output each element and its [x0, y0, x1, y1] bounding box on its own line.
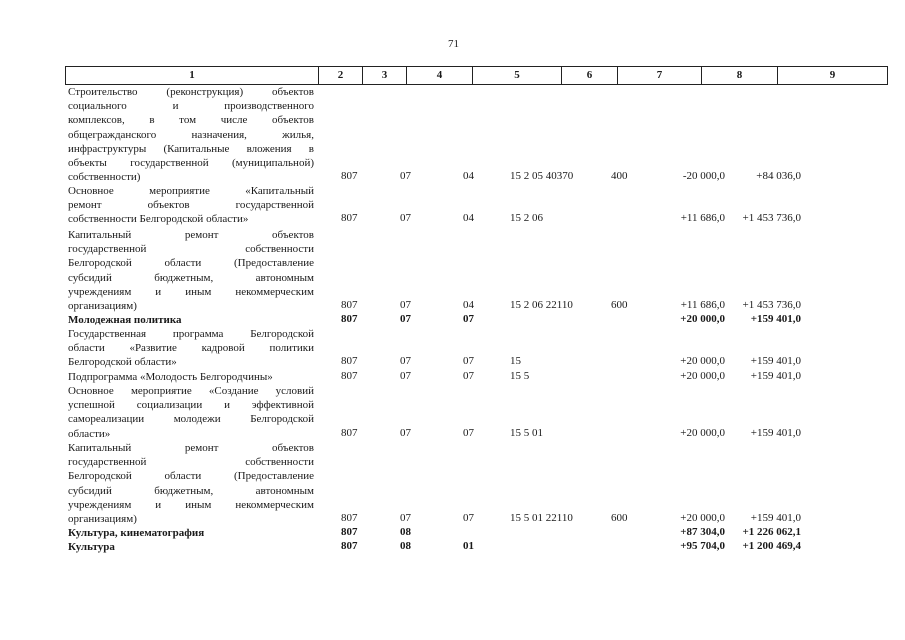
target-article-code: 15 5 01 22110 [510, 512, 573, 524]
amount-year-2: +84 036,0 [756, 170, 801, 183]
amount-year-1: +20 000,0 [680, 512, 725, 524]
description-line: собственности) [68, 171, 141, 184]
subsection-code: 04 [463, 212, 474, 225]
amount-year-1: +11 686,0 [680, 212, 725, 225]
description-line: успешной социализации и эффективной [68, 399, 314, 412]
chapter-code: 807 [341, 512, 358, 524]
description-line: объекты государственной (муниципальной) [68, 157, 314, 170]
header-col-4: 4 [406, 66, 472, 85]
section-code: 08 [400, 540, 411, 552]
description-line: Молодежная политика [68, 314, 182, 326]
section-code: 07 [400, 170, 411, 183]
amount-year-2: +159 401,0 [750, 370, 801, 382]
row-description [68, 313, 314, 327]
expense-type-code: 600 [611, 512, 628, 524]
description-line: организациям) [68, 300, 137, 313]
amount-year-1: -20 000,0 [682, 170, 725, 183]
amount-year-2: +159 401,0 [750, 355, 801, 368]
amount-year-1: +20 000,0 [680, 426, 725, 439]
description-line: государственной собственности [68, 456, 314, 469]
amount-year-1: +20 000,0 [680, 355, 725, 368]
amount-year-2: +159 401,0 [750, 426, 801, 439]
target-article-code: 15 [510, 355, 521, 368]
row-description [68, 370, 314, 384]
description-line: инфраструктуры (Капитальные вложения в [68, 142, 314, 155]
target-article-code: 15 2 06 [510, 212, 543, 225]
description-line: Государственная программа Белгородской [68, 328, 314, 340]
section-code: 07 [400, 212, 411, 225]
target-article-code: 15 2 06 22110 [510, 299, 573, 311]
amount-year-1: +20 000,0 [680, 370, 725, 382]
row-description [68, 327, 314, 370]
subsection-code: 07 [463, 426, 474, 439]
description-line: общегражданского назначения, жилья, [68, 128, 314, 141]
description-line: Строительство (реконструкция) объектов [68, 86, 314, 98]
amount-year-2: +159 401,0 [750, 512, 801, 524]
target-article-code: 15 2 05 40370 [510, 170, 574, 183]
chapter-code: 807 [341, 170, 358, 183]
description-line: Подпрограмма «Молодость Белгородчины» [68, 371, 273, 383]
header-col-2: 2 [318, 66, 362, 85]
description-line: Основное мероприятие «Создание условий [68, 385, 314, 397]
subsection-code: 07 [463, 313, 474, 325]
subsection-code: 07 [463, 355, 474, 368]
row-description [68, 228, 314, 313]
description-line: Капитальный ремонт объектов [68, 229, 314, 241]
chapter-code: 807 [341, 212, 358, 225]
header-col-3: 3 [362, 66, 406, 85]
row-description [68, 540, 314, 554]
description-line: собственности Белгородской области» [68, 213, 249, 226]
amount-year-2: +1 200 469,4 [742, 540, 801, 552]
description-line: субсидий бюджетным, автономным [68, 271, 314, 284]
description-line: Белгородской области» [68, 356, 177, 369]
chapter-code: 807 [341, 370, 358, 382]
description-line: самореализации молодежи Белгородской [68, 413, 314, 426]
description-line: области «Развитие кадровой политики [68, 342, 314, 355]
description-line: Белгородской области (Предоставление [68, 257, 314, 270]
chapter-code: 807 [341, 540, 358, 552]
subsection-code: 04 [463, 299, 474, 311]
expense-type-code: 400 [611, 170, 628, 183]
page-number: 71 [448, 38, 459, 50]
description-line: комплексов, в том числе объектов [68, 114, 314, 127]
chapter-code: 807 [341, 313, 358, 325]
row-description [68, 85, 314, 184]
amount-year-1: +20 000,0 [680, 313, 725, 325]
amount-year-1: +11 686,0 [680, 299, 725, 311]
target-article-code: 15 5 [510, 370, 530, 382]
section-code: 07 [400, 299, 411, 311]
amount-year-1: +95 704,0 [680, 540, 725, 552]
section-code: 07 [400, 355, 411, 368]
description-line: социального и производственного [68, 100, 314, 113]
section-code: 08 [400, 526, 411, 538]
expense-type-code: 600 [611, 299, 628, 311]
amount-year-2: +1 453 736,0 [742, 299, 801, 311]
target-article-code: 15 5 01 [510, 426, 543, 439]
subsection-code: 07 [463, 370, 474, 382]
row-description [68, 184, 314, 227]
amount-year-1: +87 304,0 [680, 526, 725, 538]
section-code: 07 [400, 313, 411, 325]
description-line: Основное мероприятие «Капитальный [68, 185, 314, 197]
description-line: учреждениям и иным некоммерческим [68, 285, 314, 298]
description-line: Культура [68, 541, 115, 553]
subsection-code: 07 [463, 512, 474, 524]
amount-year-2: +159 401,0 [750, 313, 801, 325]
description-line: ремонт объектов государственной [68, 199, 314, 212]
amount-year-2: +1 453 736,0 [742, 212, 801, 225]
description-line: учреждениям и иным некоммерческим [68, 498, 314, 511]
subsection-code: 01 [463, 540, 474, 552]
chapter-code: 807 [341, 299, 358, 311]
description-line: Культура, кинематография [68, 527, 205, 539]
chapter-code: 807 [341, 355, 358, 368]
description-line: области» [68, 427, 111, 440]
row-description [68, 441, 314, 526]
section-code: 07 [400, 426, 411, 439]
description-line: организациям) [68, 513, 137, 526]
description-line: Белгородской области (Предоставление [68, 470, 314, 483]
description-line: Капитальный ремонт объектов [68, 442, 314, 454]
chapter-code: 807 [341, 426, 358, 439]
description-line: государственной собственности [68, 243, 314, 256]
header-col-9: 9 [777, 66, 888, 85]
section-code: 07 [400, 512, 411, 524]
chapter-code: 807 [341, 526, 358, 538]
amount-year-2: +1 226 062,1 [742, 526, 801, 538]
description-line: субсидий бюджетным, автономным [68, 484, 314, 497]
header-col-6: 6 [561, 66, 617, 85]
row-description [68, 384, 314, 441]
header-col-5: 5 [472, 66, 561, 85]
header-col-7: 7 [617, 66, 701, 85]
subsection-code: 04 [463, 170, 474, 183]
header-col-8: 8 [701, 66, 777, 85]
header-col-1: 1 [65, 66, 318, 85]
table-header [65, 66, 888, 85]
section-code: 07 [400, 370, 411, 382]
row-description [68, 526, 314, 540]
